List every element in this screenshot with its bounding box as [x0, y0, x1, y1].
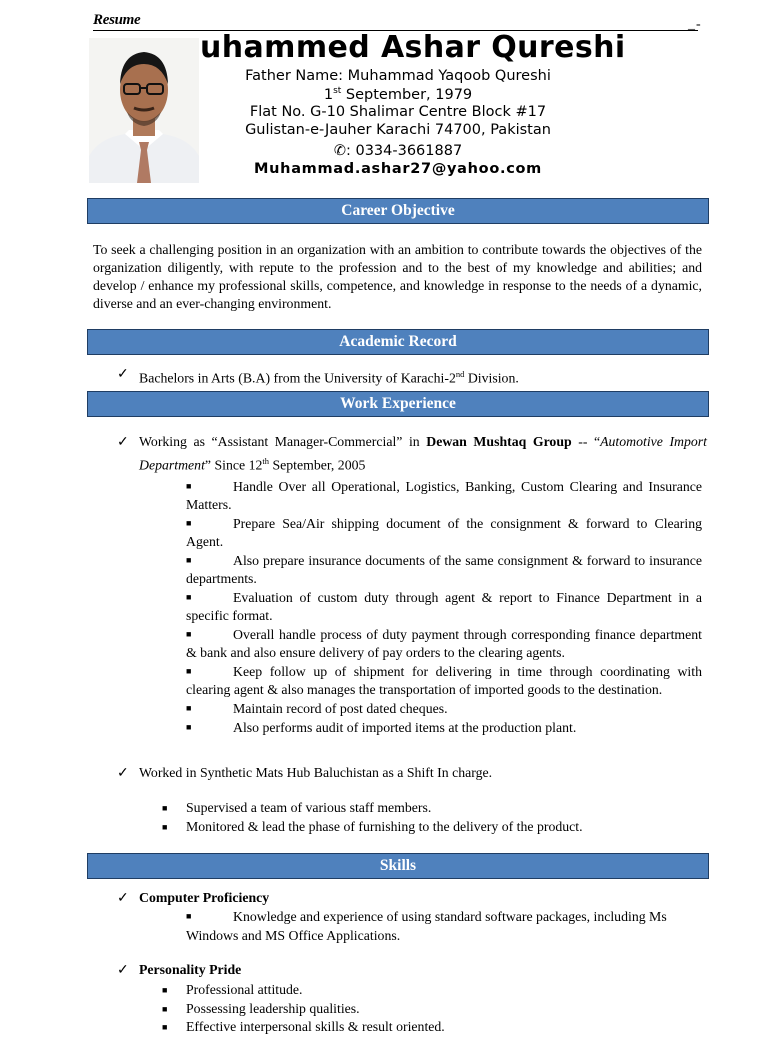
- job1-department: Automotive Import Department: [139, 434, 708, 473]
- list-item: ■ Supervised a team of various staff members.: [162, 799, 702, 818]
- skill-computer-title: Computer Proficiency: [139, 890, 270, 905]
- check-icon: ✓: [117, 962, 129, 977]
- bullet-icon: ■: [186, 911, 192, 921]
- job1-company: Dewan Mushtaq Group: [426, 434, 572, 449]
- check-icon: ✓: [117, 765, 129, 780]
- email[interactable]: Muhammad.ashar27@yahoo.com: [254, 161, 542, 177]
- candidate-name: uhammed Ashar Qureshi: [200, 30, 626, 65]
- bullet-icon: ■: [186, 722, 192, 732]
- section-career-objective: Career Objective: [87, 198, 709, 224]
- list-item: ■ Professional attitude.: [162, 981, 702, 1000]
- header-mark: _-: [688, 17, 702, 32]
- academic-text-end: Division.: [464, 370, 519, 386]
- job1-sup: th: [262, 455, 270, 466]
- academic-text: Bachelors in Arts (B.A) from the University of Karachi-2: [139, 370, 456, 386]
- list-item: ■ Prepare Sea/Air shipping document of the consignment & forward to Clearing Agent.: [186, 516, 702, 549]
- list-item: ■ Monitored & lead the phase of furnishing to the delivery of the product.: [162, 818, 702, 837]
- address-line-2: Gulistan-e-Jauher Karachi 74700, Pakistan: [245, 122, 551, 138]
- date-of-birth: [200, 86, 596, 103]
- bullet-icon: ■: [162, 803, 168, 813]
- personality-list: [162, 981, 702, 1037]
- job1-since: ” Since 12: [204, 457, 263, 473]
- list-item: ■ Possessing leadership qualities.: [162, 1000, 702, 1019]
- bullet-icon: ■: [186, 592, 192, 602]
- list-item: ■ Knowledge and experience of using standard software packages, including Ms Windows and MS Office Applications.: [186, 909, 667, 943]
- bullet-icon: ■: [186, 703, 192, 713]
- dob-day: 1: [323, 86, 334, 103]
- bullet-icon: ■: [162, 985, 168, 995]
- list-item: ■ Handle Over all Operational, Logistics, Banking, Custom Clearing and Insurance Matters.: [186, 479, 702, 512]
- list-item: ■ Maintain record of post dated cheques.: [186, 701, 448, 716]
- bullet-icon: ■: [186, 666, 192, 676]
- check-icon: ✓: [117, 434, 129, 449]
- bullet-icon: ■: [186, 629, 192, 639]
- list-item: ■ Overall handle process of duty payment through corresponding finance department & bank and also ensure delivery of pay orders to the clearing agents.: [186, 627, 702, 660]
- section-academic-record: Academic Record: [87, 329, 709, 355]
- skill-computer-detail: [186, 907, 702, 945]
- father-name: Father Name: Muhammad Yaqoob Qureshi: [245, 68, 551, 84]
- list-item: ■ Also performs audit of imported items at the production plant.: [186, 720, 577, 735]
- address-line-1: Flat No. G-10 Shalimar Centre Block #17: [249, 104, 547, 120]
- list-item: ■ Keep follow up of shipment for delivering in time through coordinating with clearing agent & also manages the transportation of imported goods to the destination.: [186, 664, 702, 697]
- dob-rest: September, 1979: [341, 86, 473, 103]
- profile-photo: [89, 38, 199, 183]
- skill-personality-title: Personality Pride: [139, 962, 242, 977]
- list-item: ■ Also prepare insurance documents of the same consignment & forward to insurance departments.: [186, 553, 702, 586]
- phone-number: 0334-3661887: [350, 143, 463, 159]
- job2-duties: [162, 799, 702, 836]
- resume-label: Resume: [93, 12, 141, 28]
- bullet-icon: ■: [162, 1003, 168, 1014]
- check-icon: ✓: [117, 890, 129, 905]
- bullet-icon: ■: [162, 821, 168, 832]
- list-item: ■ Effective interpersonal skills & result oriented.: [162, 1018, 702, 1037]
- bullet-icon: ■: [186, 555, 192, 565]
- bullet-icon: ■: [162, 1022, 168, 1032]
- dob-suffix: st: [333, 86, 342, 96]
- job1-duties: [186, 477, 702, 737]
- bullet-icon: ■: [186, 481, 192, 491]
- job1-pre: Working as “Assistant Manager-Commercial” in: [139, 434, 427, 449]
- career-objective-text: To seek a challenging position in an organization with an ambition to contribute towards the objectives of the organization diligently, with repute to the profession and to the best of my knowledge and abilities; and develop / enhance my professional skills, competence, and knowledge in response to the needs of a dynamic, diverse and an ever-changing environment.: [93, 242, 702, 311]
- phone-icon: ✆:: [333, 143, 351, 159]
- job1-mid: -- “: [571, 434, 601, 449]
- phone: [200, 143, 596, 159]
- section-skills: Skills: [87, 853, 709, 879]
- job2-title: Worked in Synthetic Mats Hub Baluchistan as a Shift In charge.: [139, 765, 493, 780]
- check-icon: ✓: [117, 366, 129, 381]
- academic-sup: nd: [455, 369, 465, 379]
- job1-date: September, 2005: [269, 457, 366, 473]
- section-work-experience: Work Experience: [87, 391, 709, 417]
- bullet-icon: ■: [186, 518, 192, 528]
- list-item: ■ Evaluation of custom duty through agent & report to Finance Department in a specific format.: [186, 590, 702, 623]
